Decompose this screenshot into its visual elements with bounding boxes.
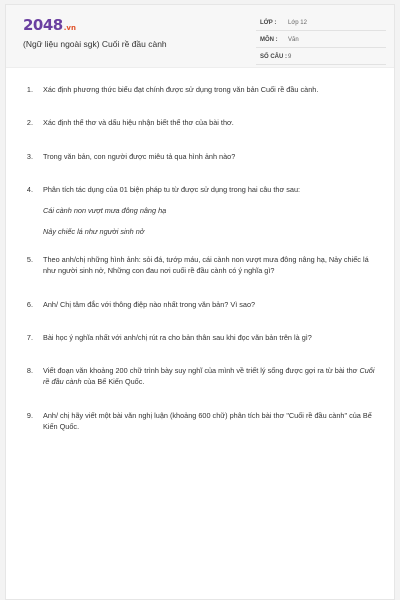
meta-row-subject — [256, 35, 386, 48]
question-number: 1. — [26, 85, 33, 94]
question-text: của Bế Kiến Quốc. — [81, 377, 145, 386]
question-number: 2. — [26, 118, 33, 127]
question-number: 4. — [26, 185, 33, 194]
poem-title: Cuối rề đầu cành — [43, 366, 375, 386]
question-number: 3. — [26, 152, 33, 161]
question-text: Trong văn bản, con người được miêu tả qua hình ảnh nào? — [43, 152, 236, 161]
question-number: 7. — [26, 333, 33, 342]
document-title: (Ngữ liệu ngoài sgk) Cuối rề đầu cành — [23, 39, 167, 49]
meta-value: Văn — [288, 37, 299, 43]
meta-label: SỐ CÂU : — [260, 54, 287, 60]
meta-label: LỚP : — [260, 20, 277, 26]
question-number: 9. — [26, 411, 33, 420]
question-text: Bài học ý nghĩa nhất với anh/chị rút ra cho bản thân sau khi đọc văn bản trên là gì? — [43, 333, 312, 342]
question-text: Phân tích tác dụng của 01 biện pháp tu từ được sử dụng trong hai câu thơ sau: — [43, 185, 301, 194]
logo-domain: .vn — [63, 24, 76, 32]
question-text: Xác định thể thơ và dấu hiệu nhận biết thể thơ của bài thơ. — [43, 118, 234, 127]
question-text: Viết đoạn văn khoảng 200 chữ trình bày suy nghĩ của mình về triết lý sống được gợi ra từ bài thơ — [43, 366, 360, 375]
meta-value: Lớp 12 — [288, 20, 307, 26]
meta-row-class — [256, 18, 386, 31]
meta-value: 9 — [288, 54, 292, 60]
meta-info — [256, 18, 386, 69]
worksheet-header — [6, 5, 394, 68]
verse-line: Cái cành non vượt mưa đông nâng hạ — [43, 206, 167, 215]
question-text: Theo anh/chị những hình ảnh: sỏi đá, tướp máu, cái cành non vượt mưa đông nâng hạ, Nảy chiếc lá như người sinh nở, Những con đau nơi cuối rề đầu cành có ý nghĩa gì? — [43, 255, 369, 275]
verse-line: Nảy chiếc lá như người sinh nở — [43, 227, 145, 236]
meta-label: MÔN : — [260, 37, 278, 43]
logo-text: 2048 — [23, 16, 63, 34]
worksheet-page — [5, 4, 395, 600]
meta-row-count — [256, 52, 386, 65]
question-text: Anh/ Chị tâm đắc với thông điệp nào nhất trong văn bản? Vì sao? — [43, 300, 256, 309]
question-number: 5. — [26, 255, 33, 264]
question-text: Xác định phương thức biểu đạt chính được sử dụng trong văn bản Cuối rề đầu cành. — [43, 85, 319, 94]
site-logo[interactable] — [23, 16, 76, 34]
question-number: 6. — [26, 300, 33, 309]
question-text: Anh/ chị hãy viết một bài văn nghị luận (khoảng 600 chữ) phân tích bài thơ "Cuối rề đầu cành" của Bế Kiến Quốc. — [43, 411, 372, 431]
question-number: 8. — [26, 366, 33, 375]
